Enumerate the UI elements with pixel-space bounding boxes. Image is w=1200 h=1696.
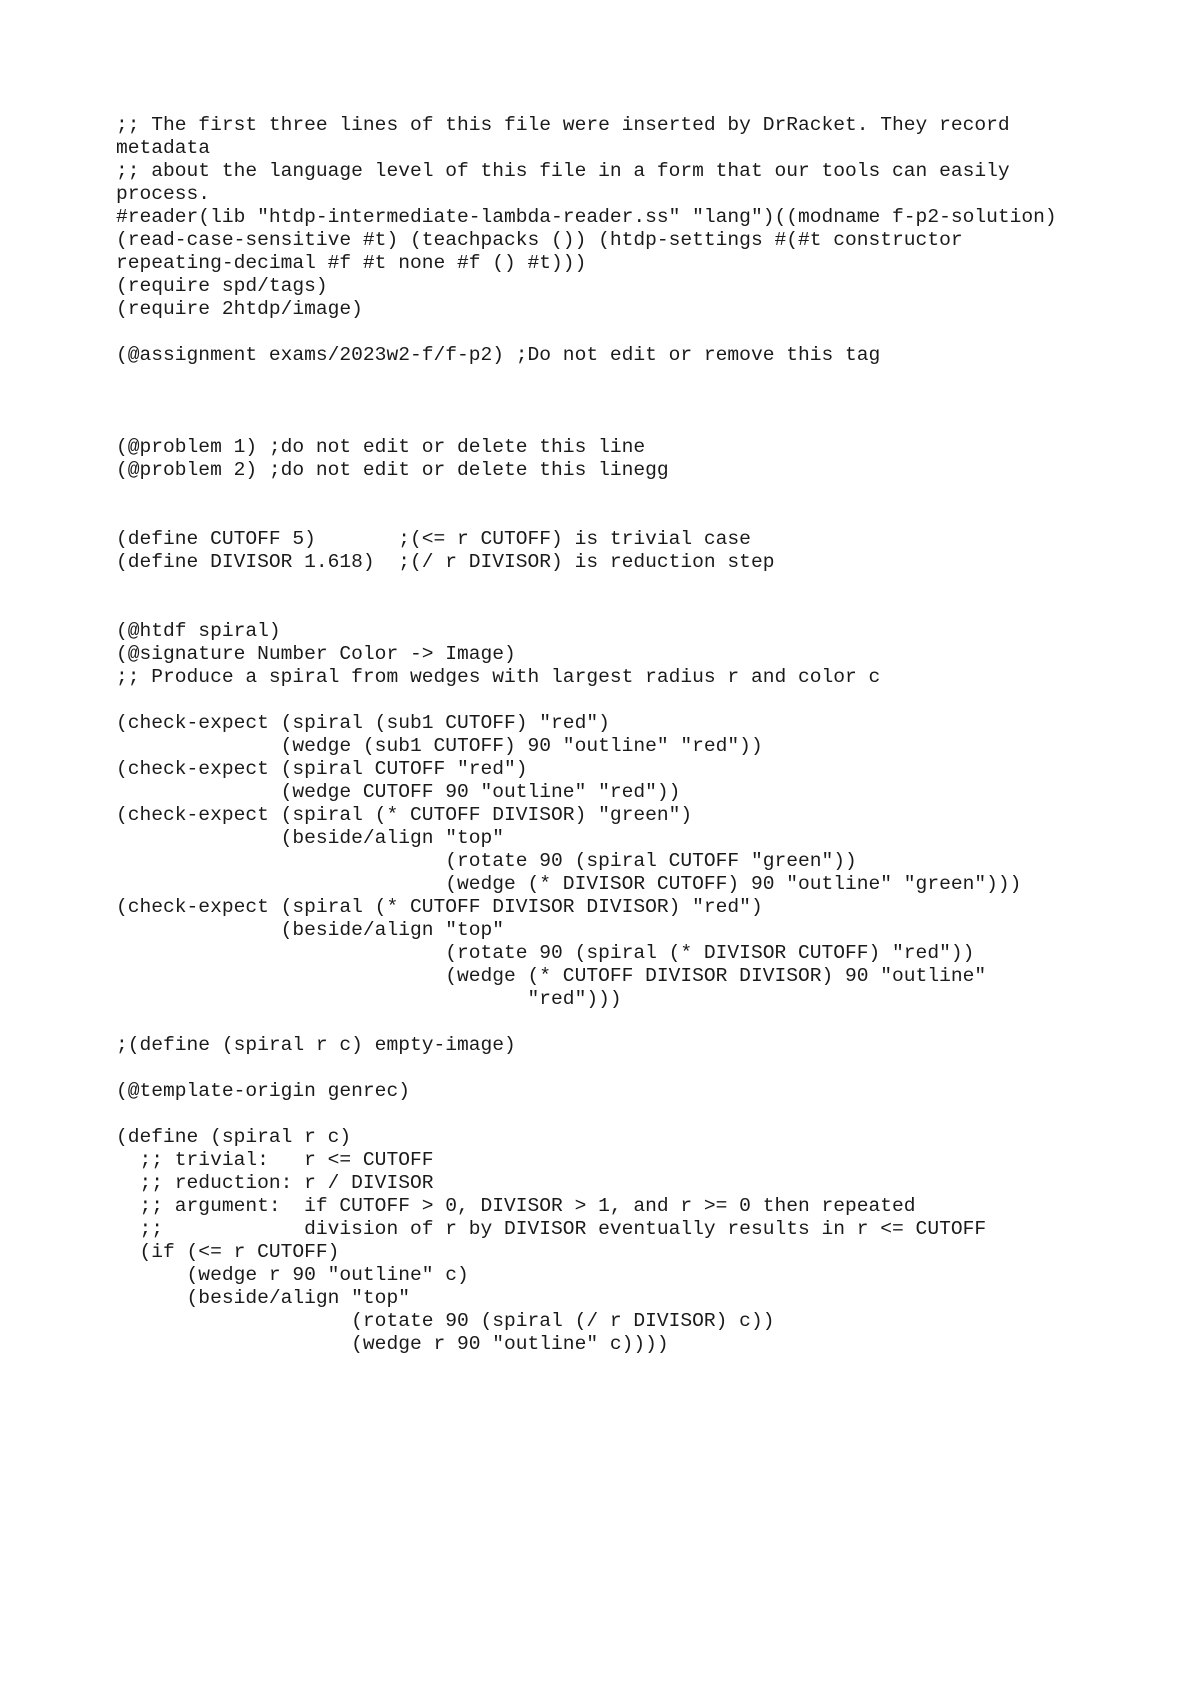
- code-line: repeating-decimal #f #t none #f () #t))): [116, 252, 587, 274]
- code-line: (check-expect (spiral (sub1 CUTOFF) "red"): [116, 712, 610, 734]
- code-line: (require spd/tags): [116, 275, 328, 297]
- code-line: "red"))): [116, 988, 622, 1010]
- code-line: (@problem 1) ;do not edit or delete this line: [116, 436, 646, 458]
- code-line: (@assignment exams/2023w2-f/f-p2) ;Do not edit or remove this tag: [116, 344, 881, 366]
- code-line: (define (spiral r c): [116, 1126, 352, 1148]
- code-line: (@signature Number Color -> Image): [116, 643, 516, 665]
- code-line: [116, 321, 1116, 344]
- code-line: ;; trivial: r <= CUTOFF: [116, 1149, 434, 1171]
- code-line: [116, 689, 1116, 712]
- code-line: ;; Produce a spiral from wedges with largest radius r and color c: [116, 666, 881, 688]
- code-line: [116, 413, 1116, 436]
- code-line: [116, 505, 1116, 528]
- code-line: (read-case-sensitive #t) (teachpacks ()) (htdp-settings #(#t constructor: [116, 229, 963, 251]
- code-line: (beside/align "top": [116, 1287, 410, 1309]
- code-line: [116, 1103, 1116, 1126]
- code-line: (rotate 90 (spiral (/ r DIVISOR) c)): [116, 1310, 775, 1332]
- code-line: (wedge CUTOFF 90 "outline" "red")): [116, 781, 681, 803]
- code-line: (wedge (sub1 CUTOFF) 90 "outline" "red")): [116, 735, 763, 757]
- code-line: (check-expect (spiral CUTOFF "red"): [116, 758, 528, 780]
- code-line: (beside/align "top": [116, 919, 505, 941]
- code-line: process.: [116, 183, 211, 205]
- code-line: #reader(lib "htdp-intermediate-lambda-reader.ss" "lang")((modname f-p2-solution): [116, 206, 1057, 228]
- code-listing: [116, 114, 1116, 1356]
- code-line: (beside/align "top": [116, 827, 505, 849]
- code-line: ;; argument: if CUTOFF > 0, DIVISOR > 1, and r >= 0 then repeated: [116, 1195, 916, 1217]
- code-line: ;; The first three lines of this file were inserted by DrRacket. They record: [116, 114, 1010, 136]
- code-line: [116, 482, 1116, 505]
- code-line: (rotate 90 (spiral CUTOFF "green")): [116, 850, 857, 872]
- code-line: [116, 1057, 1116, 1080]
- code-line: (require 2htdp/image): [116, 298, 363, 320]
- code-line: [116, 574, 1116, 597]
- code-line: metadata: [116, 137, 211, 159]
- code-line: (wedge (* CUTOFF DIVISOR DIVISOR) 90 "outline": [116, 965, 987, 987]
- code-line: (define DIVISOR 1.618) ;(/ r DIVISOR) is reduction step: [116, 551, 775, 573]
- code-line: (define CUTOFF 5) ;(<= r CUTOFF) is trivial case: [116, 528, 751, 550]
- code-line: (rotate 90 (spiral (* DIVISOR CUTOFF) "red")): [116, 942, 975, 964]
- code-line: (if (<= r CUTOFF): [116, 1241, 340, 1263]
- code-line: ;; about the language level of this file in a form that our tools can easily: [116, 160, 1010, 182]
- code-line: [116, 597, 1116, 620]
- code-line: (check-expect (spiral (* CUTOFF DIVISOR DIVISOR) "red"): [116, 896, 763, 918]
- code-line: (wedge r 90 "outline" c): [116, 1264, 469, 1286]
- code-line: [116, 1011, 1116, 1034]
- code-line: (@problem 2) ;do not edit or delete this linegg: [116, 459, 669, 481]
- code-line: [116, 367, 1116, 390]
- code-line: (@htdf spiral): [116, 620, 281, 642]
- code-line: ;; division of r by DIVISOR eventually results in r <= CUTOFF: [116, 1218, 987, 1240]
- code-line: (wedge (* DIVISOR CUTOFF) 90 "outline" "green"))): [116, 873, 1022, 895]
- code-line: ;(define (spiral r c) empty-image): [116, 1034, 516, 1056]
- code-line: (wedge r 90 "outline" c)))): [116, 1333, 669, 1355]
- code-line: ;; reduction: r / DIVISOR: [116, 1172, 434, 1194]
- code-line: (@template-origin genrec): [116, 1080, 410, 1102]
- code-line: [116, 390, 1116, 413]
- code-line: (check-expect (spiral (* CUTOFF DIVISOR) "green"): [116, 804, 693, 826]
